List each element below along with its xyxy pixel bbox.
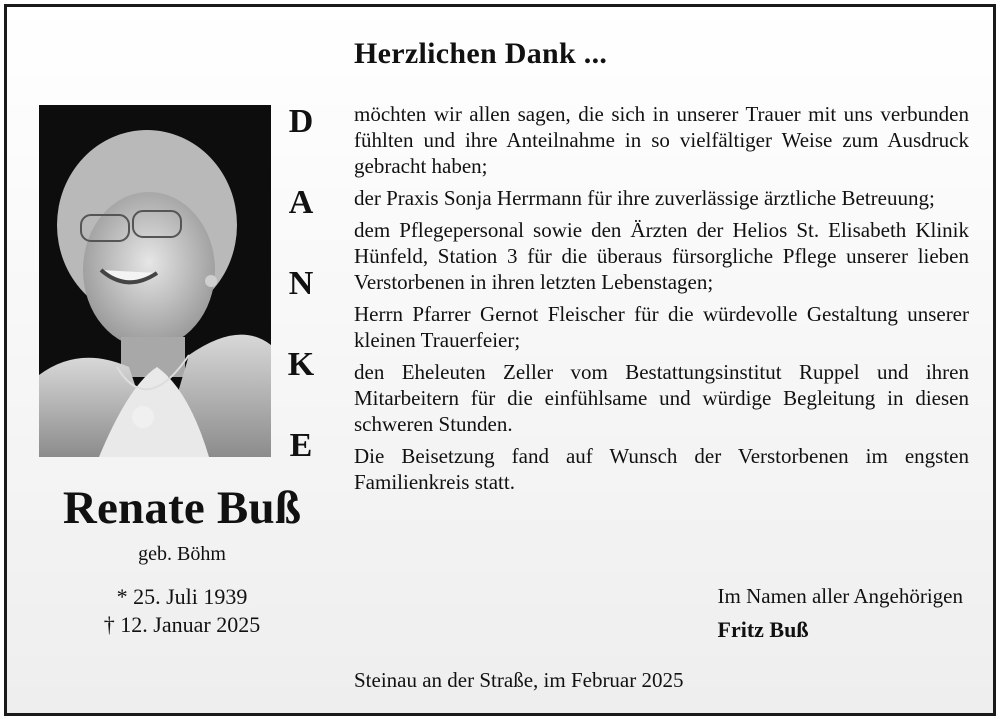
thanks-paragraph: der Praxis Sonja Herrmann für ihre zuverlässige ärztliche Betreuung; — [354, 186, 935, 210]
thanks-paragraph: Herrn Pfarrer Gernot Fleischer für die würdevolle Gestaltung unserer kleinen Trauerfeier; — [354, 302, 969, 352]
thanks-paragraph: möchten wir allen sagen, die sich in unserer Trauer mit uns verbunden fühlten und ihre Anteilnahme in so vielfältiger Weise zum Ausdruck gebracht haben; — [354, 102, 969, 178]
heading: Herzlichen Dank ... — [354, 37, 608, 70]
danke-letter: N — [288, 265, 314, 302]
life-dates — [7, 583, 357, 639]
place-date: Steinau an der Straße, im Februar 2025 — [354, 668, 684, 692]
signoff-line: Im Namen aller Angehörigen — [717, 584, 963, 608]
thanks-paragraph: dem Pflegepersonal sowie den Ärzten der Helios St. Elisabeth Klinik Hünfeld, Station 3 für die überaus fürsorgliche Pflege unserer lieben Verstorbenen in ihren letzten Lebenstagen; — [354, 218, 969, 294]
maiden-name: geb. Böhm — [138, 543, 226, 565]
danke-letter: A — [288, 184, 314, 221]
thanks-text — [354, 101, 969, 501]
deceased-name: Renate Buß — [62, 482, 302, 534]
signer-name: Fritz Buß — [717, 617, 809, 642]
burial-note: Die Beisetzung fand auf Wunsch der Verstorbenen im engsten Familienkreis statt. — [354, 444, 969, 494]
thanks-paragraph: den Eheleuten Zeller vom Bestattungsinstitut Ruppel und ihren Mitarbeitern für die einfühlsame und würdige Begleitung in diesen schweren Stunden. — [354, 360, 969, 436]
signoff — [718, 582, 964, 644]
death-date: † 12. Januar 2025 — [103, 612, 261, 637]
danke-letter: D — [288, 103, 314, 140]
danke-letter: K — [287, 346, 315, 383]
birth-date: * 25. Juli 1939 — [116, 584, 248, 609]
danke-letter: E — [289, 427, 313, 464]
obituary-card — [4, 4, 996, 716]
portrait-photo — [39, 105, 271, 457]
